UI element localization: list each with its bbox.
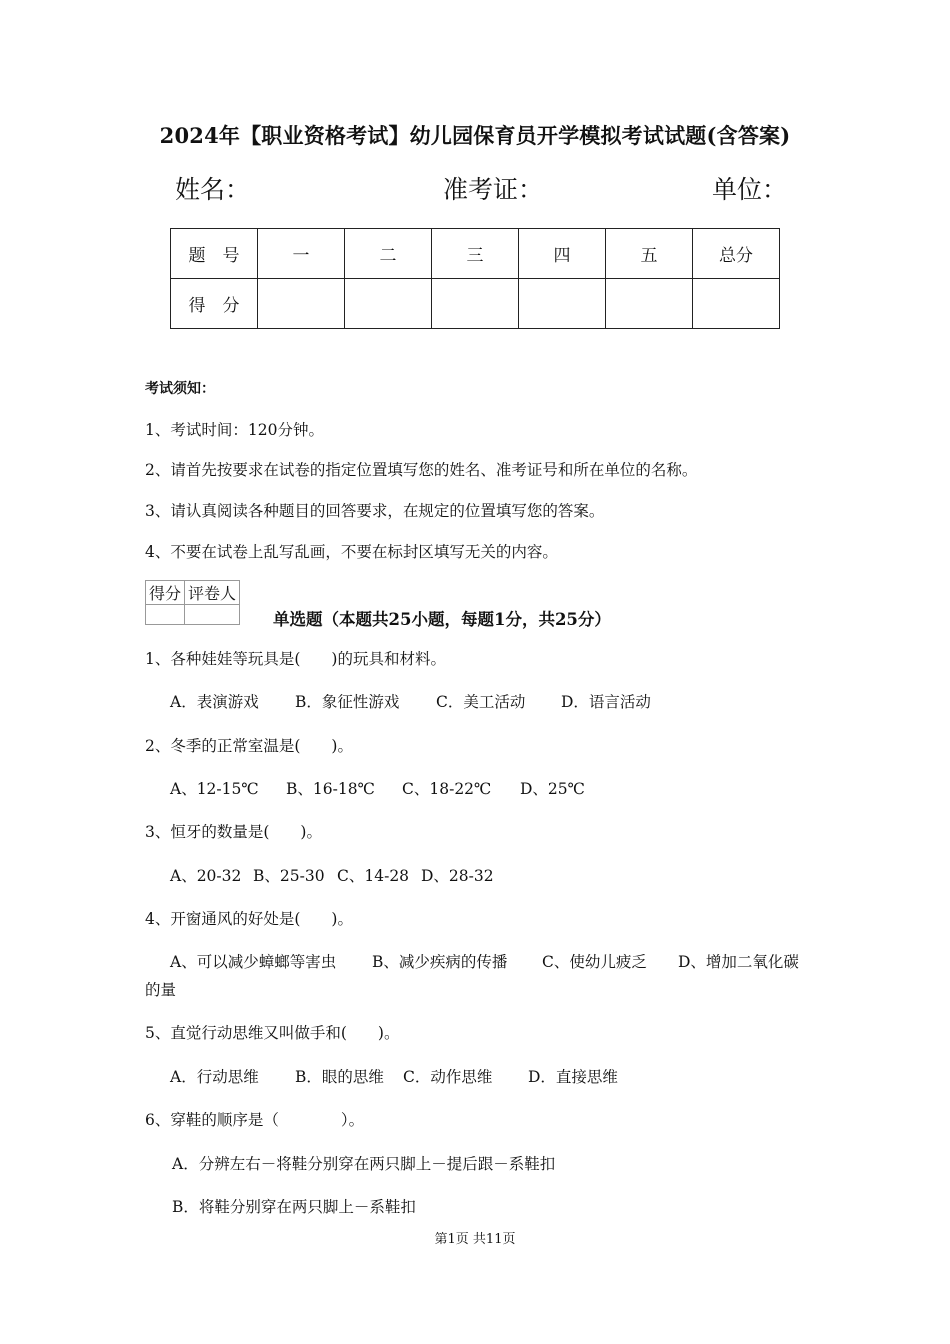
question-1-option-c: C．美工活动 xyxy=(436,693,526,711)
question-3-option-a: A、20-32 xyxy=(170,867,242,885)
score-table-col-total: 总分 xyxy=(693,229,780,279)
grader-reviewer-cell[interactable] xyxy=(185,605,240,625)
score-cell-3[interactable] xyxy=(432,279,519,329)
grader-score-cell[interactable] xyxy=(146,605,185,625)
page-footer: 第1页 共11页 xyxy=(434,1232,516,1247)
question-5-option-a: A．行动思维 xyxy=(170,1068,259,1086)
question-3-option-b: B、25-30 xyxy=(253,867,325,885)
grader-box xyxy=(145,580,240,625)
score-table-col-3: 三 xyxy=(432,229,519,279)
question-4: 4、开窗通风的好处是( )。 xyxy=(145,910,353,928)
question-2-option-a: A、12-15℃ xyxy=(170,780,259,798)
question-1-option-a: A．表演游戏 xyxy=(170,693,259,711)
question-2-option-c: C、18-22℃ xyxy=(402,780,492,798)
question-2: 2、冬季的正常室温是( )。 xyxy=(145,737,353,755)
question-2-option-b: B、16-18℃ xyxy=(286,780,375,798)
score-table-row-label: 得 分 xyxy=(171,279,258,329)
question-3: 3、恒牙的数量是( )。 xyxy=(145,823,322,841)
notice-item: 1、考试时间：120分钟。 xyxy=(145,421,324,439)
page-title: 2024年【职业资格考试】幼儿园保育员开学模拟考试试题(含答案) xyxy=(159,123,791,148)
name-field-label: 姓名： xyxy=(175,175,251,204)
question-1-option-d: D．语言活动 xyxy=(561,693,651,711)
score-table-header-label: 题 号 xyxy=(171,229,258,279)
question-2-option-d: D、25℃ xyxy=(520,780,585,798)
question-6: 6、穿鞋的顺序是（ ）。 xyxy=(145,1111,365,1129)
score-cell-4[interactable] xyxy=(519,279,606,329)
score-table xyxy=(170,228,780,329)
question-5: 5、直觉行动思维又叫做手和( )。 xyxy=(145,1024,400,1042)
score-cell-5[interactable] xyxy=(606,279,693,329)
question-4-option-a: A、可以减少蟑螂等害虫 xyxy=(170,953,337,971)
grader-reviewer-label: 评卷人 xyxy=(185,581,240,605)
question-4-option-d: D、增加二氧化碳 xyxy=(678,953,799,971)
score-table-header-row xyxy=(171,229,780,279)
question-6-option-b: B．将鞋分别穿在两只脚上－系鞋扣 xyxy=(172,1198,416,1216)
notice-heading: 考试须知： xyxy=(145,381,215,397)
question-3-option-d: D、28-32 xyxy=(421,867,494,885)
grader-score-label: 得分 xyxy=(146,581,185,605)
question-1: 1、各种娃娃等玩具是( )的玩具和材料。 xyxy=(145,650,446,668)
notice-item: 2、请首先按要求在试卷的指定位置填写您的姓名、准考证号和所在单位的名称。 xyxy=(145,461,698,479)
score-table-col-5: 五 xyxy=(606,229,693,279)
notice-item: 3、请认真阅读各种题目的回答要求，在规定的位置填写您的答案。 xyxy=(145,502,605,520)
score-cell-2[interactable] xyxy=(345,279,432,329)
question-4-option-b: B、减少疾病的传播 xyxy=(372,953,508,971)
score-table-score-row xyxy=(171,279,780,329)
question-6-option-a: A．分辨左右－将鞋分别穿在两只脚上－提后跟－系鞋扣 xyxy=(172,1155,556,1173)
score-table-col-2: 二 xyxy=(345,229,432,279)
question-4-option-d-wrap: 的量 xyxy=(145,981,177,999)
question-5-option-d: D．直接思维 xyxy=(528,1068,618,1086)
score-table-col-4: 四 xyxy=(519,229,606,279)
section-title: 单选题（本题共25小题，每题1分，共25分） xyxy=(273,610,611,629)
question-4-option-c: C、使幼儿疲乏 xyxy=(542,953,647,971)
question-3-option-c: C、14-28 xyxy=(337,867,410,885)
question-5-option-b: B．眼的思维 xyxy=(295,1068,384,1086)
question-1-option-b: B．象征性游戏 xyxy=(295,693,400,711)
unit-field-label: 单位： xyxy=(712,175,788,204)
notice-item: 4、不要在试卷上乱写乱画，不要在标封区填写无关的内容。 xyxy=(145,543,558,561)
score-table-col-1: 一 xyxy=(258,229,345,279)
question-5-option-c: C．动作思维 xyxy=(403,1068,493,1086)
score-cell-1[interactable] xyxy=(258,279,345,329)
exam-id-field-label: 准考证： xyxy=(443,175,544,204)
score-cell-total[interactable] xyxy=(693,279,780,329)
